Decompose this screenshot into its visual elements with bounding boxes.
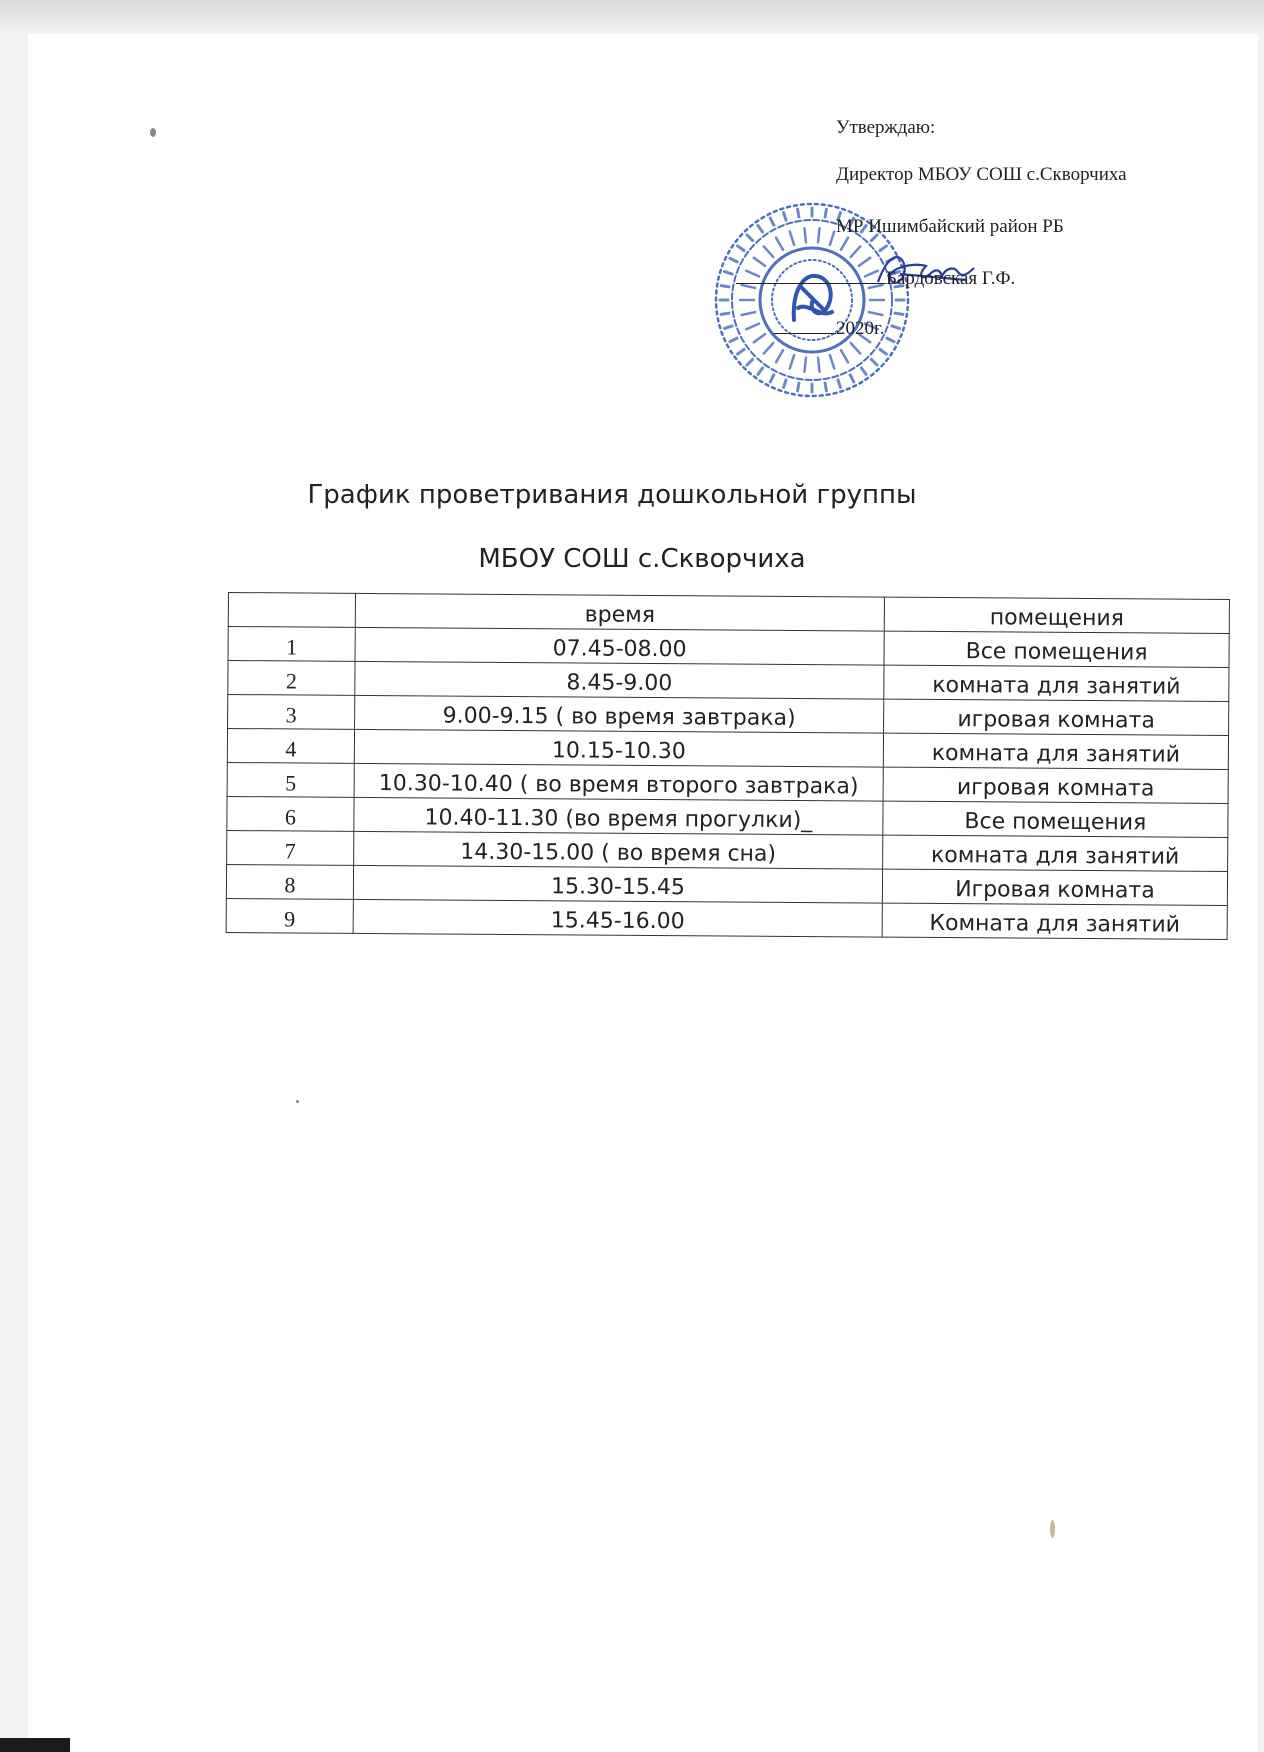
row-time: 15.30-15.45	[353, 865, 882, 903]
document-title: График проветривания дошкольной группы	[307, 480, 917, 510]
row-number: 8	[226, 864, 353, 899]
approval-signer-name: Бардовская Г.Ф.	[886, 268, 1016, 289]
row-time: 8.45-9.00	[355, 661, 884, 699]
row-time: 15.45-16.00	[353, 899, 882, 937]
approval-signature-line	[836, 269, 1015, 288]
scan-speck	[1050, 1520, 1055, 1538]
row-room: игровая комната	[884, 699, 1229, 735]
header-number	[228, 593, 355, 628]
scan-speck	[296, 1100, 299, 1103]
date-underline	[774, 333, 836, 334]
row-room: комната для занятий	[884, 665, 1229, 701]
row-room: игровая комната	[883, 767, 1228, 803]
row-room: комната для занятий	[883, 733, 1228, 769]
row-number: 1	[228, 627, 355, 662]
row-room: Игровая комната	[882, 869, 1227, 905]
row-number: 5	[227, 762, 354, 797]
approval-heading: Утверждаю:	[836, 117, 936, 138]
row-number: 2	[228, 661, 355, 696]
row-time: 14.30-15.00 ( во время сна)	[354, 831, 883, 869]
header-time: время	[355, 593, 884, 631]
row-time: 9.00-9.15 ( во время завтрака)	[355, 695, 884, 733]
row-number: 9	[226, 898, 353, 933]
scan-speck	[150, 128, 156, 137]
approval-district: МР Ишимбайский район РБ	[836, 216, 1064, 237]
header-rooms: помещения	[884, 597, 1229, 633]
row-number: 6	[227, 796, 354, 831]
row-number: 3	[228, 695, 355, 730]
row-number: 7	[227, 830, 354, 865]
table-row	[226, 898, 1227, 939]
document-subtitle: МБОУ СОШ с.Скворчиха	[478, 544, 806, 574]
scan-bottom-edge	[0, 1738, 70, 1752]
row-time: 07.45-08.00	[355, 627, 884, 665]
scan-top-edge	[0, 0, 1264, 34]
row-time: 10.15-10.30	[354, 729, 883, 767]
approval-position: Директор МБОУ СОШ с.Скворчиха	[836, 164, 1127, 185]
row-number: 4	[227, 729, 354, 764]
row-room: Все помещения	[884, 631, 1229, 667]
row-room: Все помещения	[883, 801, 1228, 837]
approval-date: 2020г.	[836, 318, 885, 339]
row-room: Комната для занятий	[882, 903, 1227, 939]
signature-underline	[736, 283, 886, 284]
approval-date-line	[836, 319, 884, 338]
row-room: комната для занятий	[883, 835, 1228, 871]
row-time: 10.30-10.40 ( во время второго завтрака)	[354, 763, 883, 801]
row-time: 10.40-11.30 (во время прогулки)_	[354, 797, 883, 835]
ventilation-schedule-table	[226, 592, 1230, 940]
